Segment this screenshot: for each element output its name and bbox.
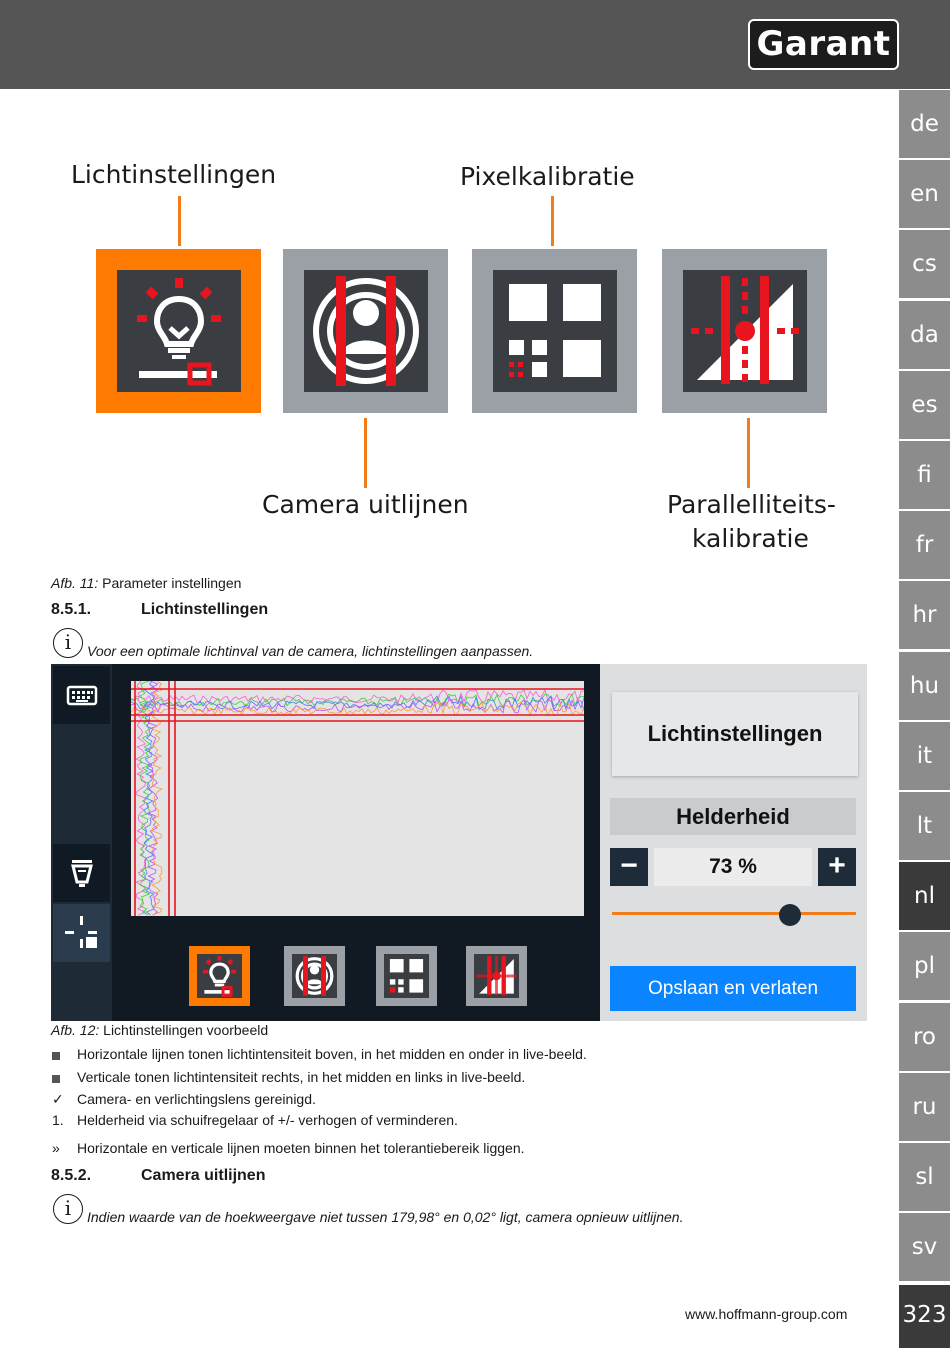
lamp-button[interactable] xyxy=(53,844,110,902)
info-icon: i xyxy=(53,628,83,658)
language-tab-hu[interactable]: hu xyxy=(899,652,950,720)
garant-logo: Garant xyxy=(748,19,899,70)
figure11-caption-text: Parameter instellingen xyxy=(102,575,242,591)
parallelism-icon xyxy=(683,270,807,392)
language-tab-en[interactable]: en xyxy=(899,160,950,228)
panel-title: Lichtinstellingen xyxy=(612,692,858,776)
brightness-value: 73 % xyxy=(654,848,812,886)
mini-camera-align-button[interactable] xyxy=(284,946,345,1006)
figure12-caption xyxy=(51,1022,268,1038)
settings-panel xyxy=(600,664,867,1021)
language-tab-nl[interactable]: nl xyxy=(899,862,950,930)
language-tab-fi[interactable]: fi xyxy=(899,441,950,509)
pixel-grid-icon xyxy=(493,270,617,392)
decrease-brightness-button[interactable]: − xyxy=(610,848,648,886)
keyboard-icon xyxy=(53,666,110,724)
lightbulb-icon xyxy=(117,270,241,392)
device-screen xyxy=(51,664,867,1021)
language-tab-sv[interactable]: sv xyxy=(899,1213,950,1281)
mini-parallelism-icon xyxy=(474,954,519,998)
section2-info-text: Indien waarde van de hoekweergave niet tussen 179,98° en 0,02° ligt, camera opnieuw uitlijnen. xyxy=(87,1209,684,1225)
section2-number: 8.5.2. xyxy=(51,1167,92,1184)
brightness-slider-thumb[interactable] xyxy=(779,904,801,926)
mini-lightbulb-icon xyxy=(197,954,242,998)
footer-url: www.hoffmann-group.com xyxy=(685,1306,848,1322)
light-settings-tile xyxy=(96,249,261,413)
language-tab-fr[interactable]: fr xyxy=(899,511,950,579)
label-lichtinstellingen: Lichtinstellingen xyxy=(71,160,277,189)
mini-pixel-calibration-button[interactable] xyxy=(376,946,437,1006)
brightness-slider-track[interactable] xyxy=(612,912,856,915)
pixel-calibration-tile xyxy=(472,249,637,413)
increase-brightness-button[interactable]: + xyxy=(818,848,856,886)
language-tab-da[interactable]: da xyxy=(899,301,950,369)
figure11-caption-prefix: Afb. 11: xyxy=(51,575,99,591)
mini-light-settings-button[interactable] xyxy=(189,946,250,1006)
language-tab-pl[interactable]: pl xyxy=(899,932,950,1000)
mini-camera-align-icon xyxy=(292,954,337,998)
label-pixelkalibratie: Pixelkalibratie xyxy=(460,162,635,191)
page-header xyxy=(0,0,950,89)
list-item: Camera- en verlichtingslens gereinigd. xyxy=(77,1091,316,1107)
camera-align-tile xyxy=(283,249,448,413)
leader-line-parallel xyxy=(747,418,750,488)
section1-title: Lichtinstellingen xyxy=(141,601,269,618)
mini-pixel-grid-icon xyxy=(384,954,429,998)
light-intensity-plot xyxy=(131,681,584,916)
language-tab-ru[interactable]: ru xyxy=(899,1073,950,1141)
bullet-square-icon xyxy=(52,1052,60,1060)
camera-align-icon xyxy=(304,270,428,392)
figure11-caption xyxy=(51,575,241,591)
save-and-exit-button[interactable]: Opslaan en verlaten xyxy=(610,966,856,1011)
bullet-marker: » xyxy=(52,1140,60,1156)
bullet-square-icon xyxy=(52,1075,60,1083)
screen-left-toolbar xyxy=(51,664,112,1021)
brightness-label: Helderheid xyxy=(610,798,856,835)
bullet-marker: ✓ xyxy=(52,1091,64,1107)
list-item: Helderheid via schuifregelaar of +/- verhogen of verminderen. xyxy=(77,1112,458,1128)
language-tab-cs[interactable]: cs xyxy=(899,230,950,298)
label-kalibratie: kalibratie xyxy=(692,524,809,553)
figure12-caption-prefix: Afb. 12: xyxy=(51,1022,100,1038)
crosshair-icon xyxy=(53,904,110,962)
section1-info-text: Voor een optimale lichtinval van de camera, lichtinstellingen aanpassen. xyxy=(87,643,534,659)
language-tab-hr[interactable]: hr xyxy=(899,581,950,649)
label-camera-uitlijnen: Camera uitlijnen xyxy=(262,490,469,519)
page-number: 323 xyxy=(899,1285,950,1348)
list-item: Horizontale lijnen tonen lichtintensiteit boven, in het midden en onder in live-beeld. xyxy=(77,1046,587,1062)
language-tab-sl[interactable]: sl xyxy=(899,1143,950,1211)
language-tab-it[interactable]: it xyxy=(899,722,950,790)
crosshair-button[interactable] xyxy=(53,904,110,962)
language-tab-es[interactable]: es xyxy=(899,371,950,439)
figure12-caption-text: Lichtinstellingen voorbeeld xyxy=(103,1022,269,1038)
language-tab-ro[interactable]: ro xyxy=(899,1003,950,1071)
leader-line-light xyxy=(178,196,181,246)
list-item: Horizontale en verticale lijnen moeten binnen het tolerantiebereik liggen. xyxy=(77,1140,525,1156)
mini-parallelism-button[interactable] xyxy=(466,946,527,1006)
list-item: Verticale tonen lichtintensiteit rechts, in het midden en links in live-beeld. xyxy=(77,1069,526,1085)
lamp-icon xyxy=(53,844,110,902)
live-image xyxy=(131,681,584,916)
keyboard-button[interactable] xyxy=(53,666,110,724)
section1-number: 8.5.1. xyxy=(51,601,92,618)
bullet-marker: 1. xyxy=(52,1112,64,1128)
language-sidebar xyxy=(899,89,950,1348)
leader-line-camera xyxy=(364,418,367,488)
parallelism-calibration-tile xyxy=(662,249,827,413)
leader-line-pixel xyxy=(551,196,554,246)
label-parallelliteits: Parallelliteits- xyxy=(667,490,836,519)
section2-title: Camera uitlijnen xyxy=(141,1167,266,1184)
horizontal-intensity-trace xyxy=(131,702,584,716)
info-icon: i xyxy=(53,1194,83,1224)
language-tab-lt[interactable]: lt xyxy=(899,792,950,860)
language-tab-de[interactable]: de xyxy=(899,90,950,158)
